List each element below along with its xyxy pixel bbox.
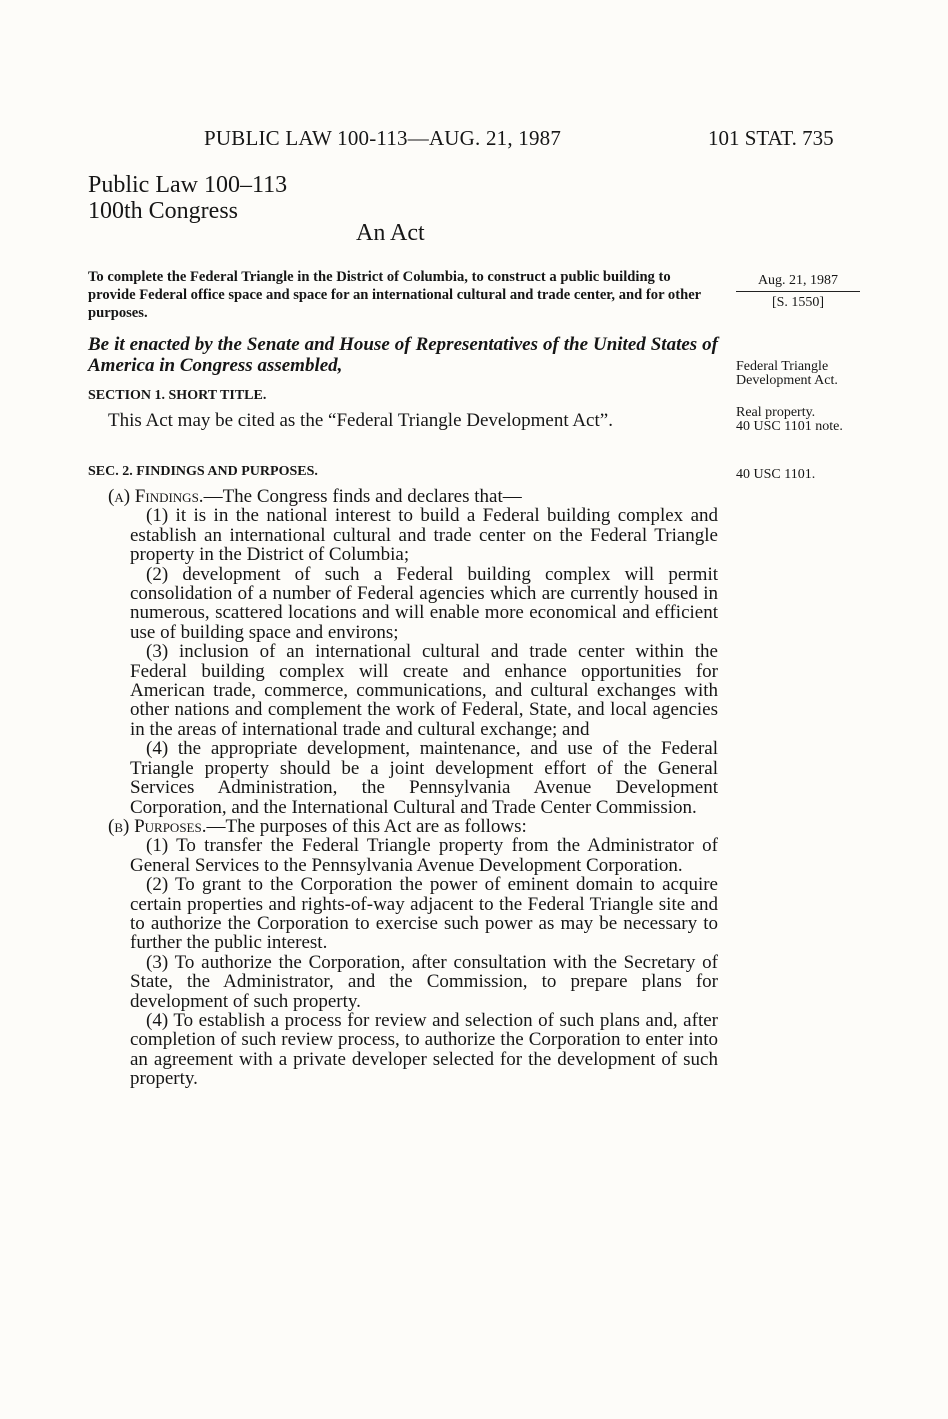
long-title: To complete the Federal Triangle in the District of Columbia, to construct a public building to provide Federal office space and space for an international cultural and trade center, and for other purposes. [88, 269, 701, 321]
enactment-date: Aug. 21, 1987 [757, 273, 839, 288]
usc-note-margin-note: 40 USC 1101 note. [736, 419, 843, 434]
section1-text: This Act may be cited as the “Federal Triangle Development Act”. [108, 410, 613, 431]
finding-item: (3) inclusion of an international cultural and trade center within the Federal building complex will create and enhance opportunities for American trade, commerce, communications, and cultural exchanges with other nations and complement the work of Federal, State, and local agencies in the areas of international trade and cultural exchange; and [130, 641, 718, 740]
statute-page-number: 101 STAT. 735 [708, 126, 834, 150]
public-law-number: Public Law 100–113 [88, 172, 288, 198]
enacting-clause: Be it enacted by the Senate and House of Representatives of the United States of America in Congress assembled, [88, 334, 718, 376]
purpose-item: (4) To establish a process for review and selection of such plans and, after completion of such review process, to authorize the Corporation to enter into an agreement with a private developer selected for the development of such property. [130, 1009, 718, 1090]
section2-heading: SEC. 2. FINDINGS AND PURPOSES. [88, 464, 318, 479]
finding-item: (1) it is in the national interest to build a Federal building complex and establish an international cultural and trade center on the Federal Triangle property in the District of Columbia; [130, 505, 718, 566]
purposes-label: (b) Purposes. [108, 815, 207, 837]
congress-number: 100th Congress [88, 198, 238, 224]
running-header: PUBLIC LAW 100-113—AUG. 21, 1987 [204, 126, 562, 150]
purposes-intro: —The purposes of this Act are as follows: [206, 815, 527, 837]
act-title: An Act [356, 220, 425, 246]
purpose-item: (2) To grant to the Corporation the power of eminent domain to acquire certain properties and rights-of-way adjacent to the Federal Triangle site and to authorize the Corporation to exercise such power as may be necessary to further the public interest. [130, 874, 718, 954]
short-title-margin-note: Federal Triangle Development Act. [736, 359, 838, 388]
section1-heading: SECTION 1. SHORT TITLE. [88, 388, 267, 403]
bill-number: [S. 1550] [771, 295, 825, 310]
real-property-margin-note: Real property. [736, 405, 816, 420]
purpose-item: (1) To transfer the Federal Triangle property from the Administrator of General Services to the Pennsylvania Avenue Development Corporation. [130, 835, 718, 876]
finding-item: (2) development of such a Federal building complex will permit consolidation of a number of Federal agencies which are currently housed in numerous, scattered locations and will enable more economical and efficient use of building space and environs; [130, 563, 718, 643]
usc-section2-margin-note: 40 USC 1101. [736, 467, 816, 482]
section2-body [88, 487, 718, 1089]
findings-intro: —The Congress finds and declares that— [203, 486, 522, 507]
findings-label: (a) Findings. [108, 486, 204, 507]
section1-body [88, 411, 718, 430]
purpose-item: (3) To authorize the Corporation, after consultation with the Secretary of State, the Administrator, and the Commission, to prepare plans for development of such property. [130, 951, 718, 1012]
date-margin-note [736, 273, 860, 311]
purposes-paragraph [88, 817, 718, 836]
finding-item: (4) the appropriate development, maintenance, and use of the Federal Triangle property should be a joint development effort of the General Services Administration, the Pennsylvania Avenue Development Corporation, and the International Cultural and Trade Center Commission. [130, 738, 718, 818]
findings-paragraph [88, 487, 718, 506]
margin-rule [736, 291, 860, 292]
